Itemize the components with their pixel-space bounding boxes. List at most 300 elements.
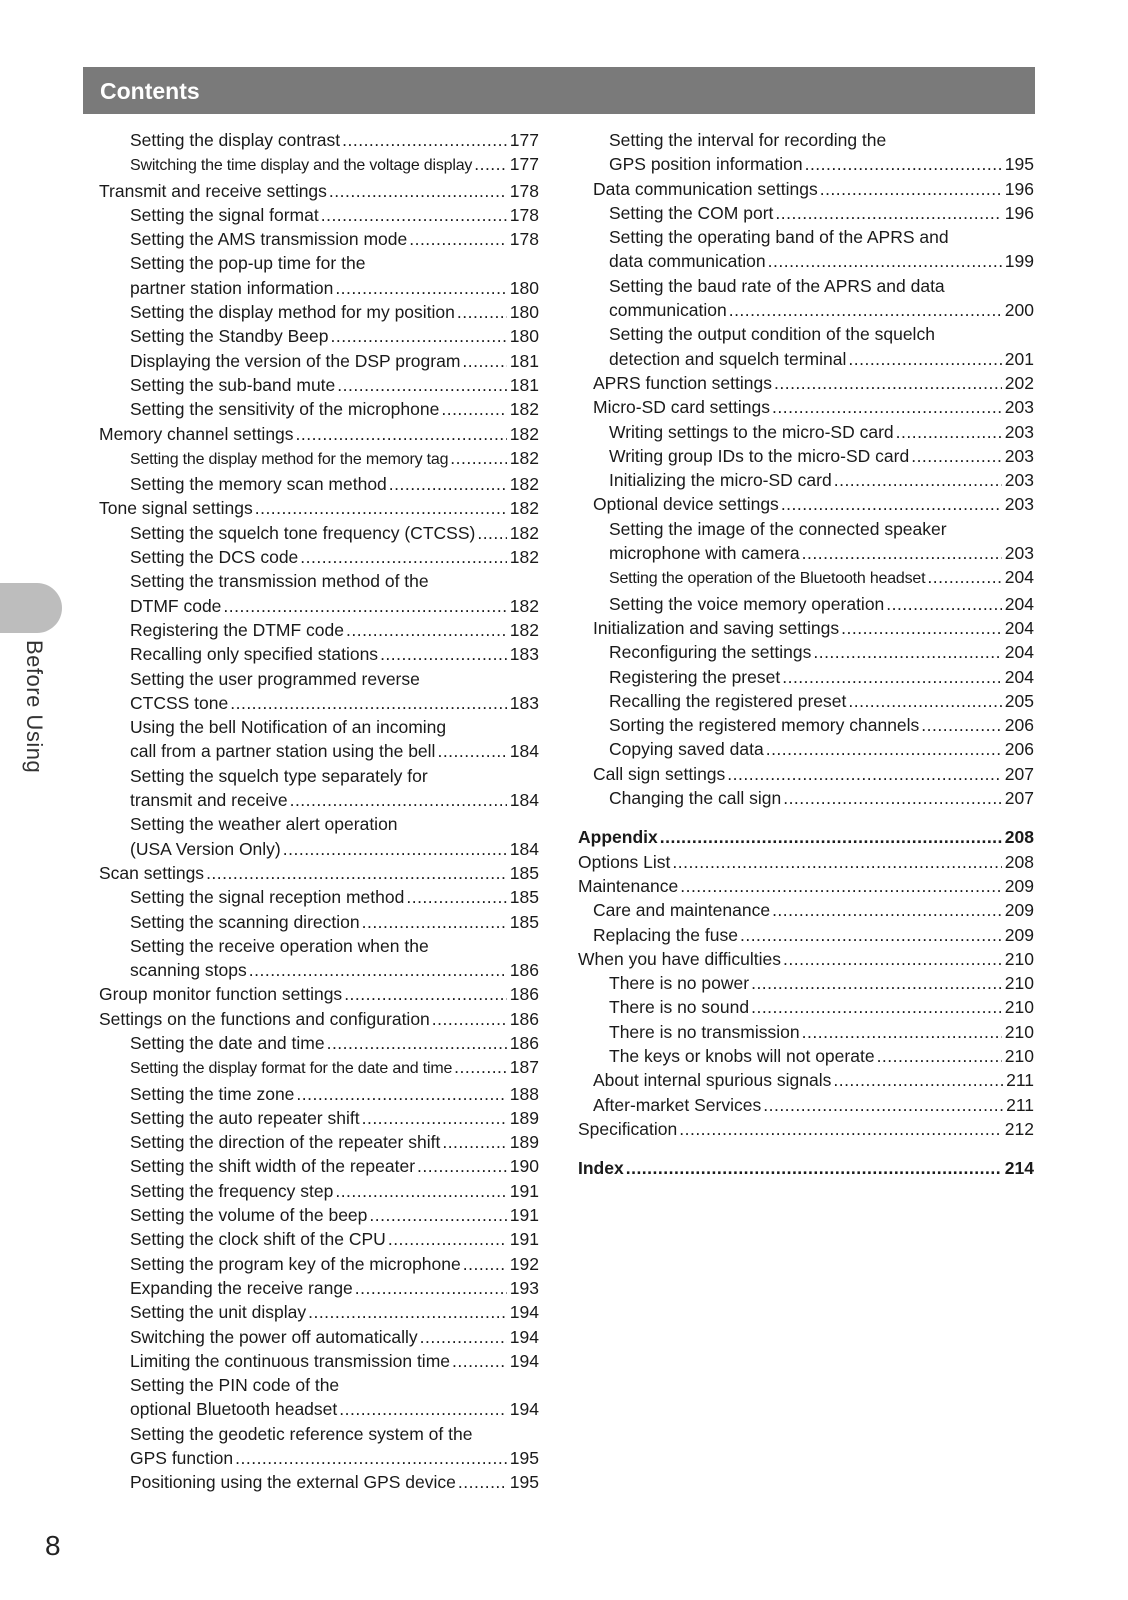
toc-entry[interactable]	[99, 1179, 539, 1203]
toc-entry-title: Copying saved data	[609, 739, 764, 760]
dot-leader	[763, 1093, 1003, 1117]
dot-leader	[441, 397, 506, 421]
toc-entry[interactable]	[99, 422, 539, 446]
toc-page-number: 189	[509, 1107, 539, 1128]
page-title: Contents	[100, 78, 200, 104]
toc-entry[interactable]	[578, 762, 1034, 786]
toc-entry-title: scanning stops	[130, 960, 247, 981]
dot-leader	[751, 995, 1002, 1019]
toc-page-number: 192	[509, 1253, 539, 1274]
dot-leader	[729, 298, 1002, 322]
toc-entry[interactable]	[99, 179, 539, 203]
toc-entry[interactable]	[578, 1093, 1034, 1117]
toc-entry[interactable]	[99, 324, 539, 348]
toc-entry[interactable]	[99, 521, 539, 545]
toc-entry[interactable]	[578, 298, 1034, 322]
toc-entry-title: Switching the power off automatically	[130, 1326, 418, 1347]
dot-leader	[230, 691, 507, 715]
toc-page-number: 204	[1004, 617, 1034, 638]
toc-entry[interactable]	[99, 861, 539, 885]
toc-page-number: 183	[509, 692, 539, 713]
toc-entry-title: Setting the baud rate of the APRS and data	[609, 275, 945, 296]
toc-entry-title: CTCSS tone	[130, 692, 229, 713]
toc-entry[interactable]	[99, 1325, 539, 1349]
toc-entry[interactable]	[99, 788, 539, 812]
toc-page-number: 205	[1004, 690, 1034, 711]
toc-page-number: 182	[509, 399, 539, 420]
toc-entry[interactable]	[578, 274, 1034, 298]
toc-page-number: 194	[509, 1326, 539, 1347]
dot-leader	[775, 201, 1001, 225]
section-gap	[578, 810, 1034, 825]
toc-page-number: 186	[509, 984, 539, 1005]
dot-leader	[362, 910, 507, 934]
toc-left-column	[99, 128, 539, 1495]
dot-leader	[783, 786, 1002, 810]
dot-leader	[355, 1276, 507, 1300]
toc-entry[interactable]	[578, 850, 1034, 874]
dot-leader	[206, 861, 507, 885]
dot-leader	[330, 324, 506, 348]
toc-entry-title: Setting the interval for recording the	[609, 130, 887, 150]
toc-entry[interactable]	[99, 1300, 539, 1324]
dot-leader	[342, 128, 507, 152]
toc-page-number: 178	[509, 204, 539, 225]
toc-entry[interactable]	[578, 152, 1034, 176]
toc-entry[interactable]	[99, 934, 539, 958]
dot-leader	[768, 249, 1002, 273]
toc-entry[interactable]	[99, 373, 539, 397]
toc-page-number: 209	[1004, 924, 1034, 945]
toc-entry[interactable]	[578, 420, 1034, 444]
toc-entry-title: DTMF code	[130, 595, 222, 616]
toc-page-number: 178	[509, 180, 539, 201]
dot-leader	[921, 713, 1002, 737]
dot-leader	[463, 1252, 507, 1276]
toc-page-number: 208	[1004, 827, 1034, 848]
toc-entry-title: transmit and receive	[130, 790, 288, 811]
dot-leader	[751, 971, 1002, 995]
toc-entry[interactable]	[578, 995, 1034, 1019]
toc-entry-title: APRS function settings	[593, 372, 772, 393]
toc-entry[interactable]	[578, 592, 1034, 616]
toc-page-number: 182	[509, 595, 539, 616]
toc-entry-title: optional Bluetooth headset	[130, 1399, 338, 1420]
dot-leader	[450, 446, 507, 470]
toc-entry[interactable]	[99, 1397, 539, 1421]
dot-leader	[362, 1106, 507, 1130]
toc-entry[interactable]	[99, 472, 539, 496]
dot-leader	[327, 1031, 507, 1055]
toc-entry-title: Setting the display method for my position	[130, 302, 455, 323]
toc-entry-title: Setting the display method for the memory tag	[130, 450, 449, 468]
toc-page-number: 211	[1006, 1094, 1034, 1115]
toc-entry-title: Setting the time zone	[130, 1083, 295, 1104]
dot-leader	[927, 565, 1001, 589]
toc-page-number: 190	[509, 1156, 539, 1177]
toc-entry[interactable]	[99, 1154, 539, 1178]
toc-page-number: 182	[509, 423, 539, 444]
toc-page-number: 180	[509, 326, 539, 347]
toc-entry-title: Transmit and receive settings	[99, 180, 327, 201]
dot-leader	[841, 616, 1002, 640]
toc-entry[interactable]	[99, 1349, 539, 1373]
dot-leader	[290, 788, 507, 812]
toc-entry[interactable]	[99, 545, 539, 569]
toc-entry-title: Scan settings	[99, 862, 205, 883]
toc-entry-title: Recalling the registered preset	[609, 690, 847, 711]
toc-entry-title: Setting the pop-up time for the	[130, 253, 366, 274]
toc-entry[interactable]	[578, 1044, 1034, 1068]
toc-page-number: 180	[509, 302, 539, 323]
dot-leader	[329, 179, 507, 203]
toc-entry[interactable]	[578, 1117, 1034, 1141]
toc-entry[interactable]	[99, 1203, 539, 1227]
toc-entry-title: Care and maintenance	[593, 900, 771, 921]
toc-entry-title: When you have difficulties	[578, 948, 781, 969]
toc-entry[interactable]	[578, 825, 1034, 849]
toc-entry[interactable]	[578, 201, 1034, 225]
toc-entry[interactable]	[99, 1276, 539, 1300]
toc-entry[interactable]	[99, 739, 539, 763]
toc-entry[interactable]	[578, 737, 1034, 761]
toc-entry[interactable]	[99, 397, 539, 421]
toc-entry-title: About internal spurious signals	[593, 1070, 832, 1091]
toc-entry-title: Setting the display format for the date and time	[130, 1060, 453, 1078]
toc-entry[interactable]	[99, 128, 539, 152]
section-gap	[578, 1141, 1034, 1156]
toc-page-number: 181	[509, 350, 539, 371]
toc-entry[interactable]	[99, 276, 539, 300]
dot-leader	[740, 923, 1002, 947]
toc-page-number: 206	[1004, 715, 1034, 736]
toc-entry-title: Optional device settings	[593, 494, 779, 515]
dot-leader	[833, 1068, 1003, 1092]
dot-leader	[223, 594, 506, 618]
toc-entry[interactable]	[99, 667, 539, 691]
toc-page-number: 203	[1004, 397, 1034, 418]
toc-entry[interactable]	[99, 300, 539, 324]
toc-entry[interactable]	[99, 1470, 539, 1494]
toc-entry[interactable]	[578, 395, 1034, 419]
toc-entry-title: Tone signal settings	[99, 498, 253, 519]
toc-entry[interactable]	[99, 982, 539, 1006]
toc-entry[interactable]	[578, 616, 1034, 640]
toc-entry[interactable]	[99, 203, 539, 227]
dot-leader	[406, 885, 506, 909]
dot-leader	[911, 444, 1002, 468]
toc-entry[interactable]	[578, 874, 1034, 898]
toc-entry[interactable]	[578, 689, 1034, 713]
toc-entry-title: Writing group IDs to the micro-SD card	[609, 445, 910, 466]
toc-page-number: 191	[509, 1180, 539, 1201]
toc-entry[interactable]	[99, 496, 539, 520]
toc-entry[interactable]	[99, 594, 539, 618]
dot-leader	[782, 665, 1002, 689]
toc-entry[interactable]	[99, 1227, 539, 1251]
toc-entry-title: call from a partner station using the bell	[130, 741, 436, 762]
toc-entry[interactable]	[99, 837, 539, 861]
toc-entry-title: Setting the squelch type separately for	[130, 765, 428, 786]
toc-entry-title: Setting the frequency step	[130, 1180, 334, 1201]
toc-page-number: 196	[1004, 178, 1034, 199]
toc-entry[interactable]	[99, 446, 539, 472]
toc-page-number: 182	[509, 522, 539, 543]
toc-page-number: 195	[1004, 154, 1034, 175]
toc-page-number: 203	[1004, 543, 1034, 564]
toc-entry-title: Using the bell Notification of an incoming	[130, 717, 447, 738]
toc-page-number: 187	[509, 1057, 539, 1078]
toc-page-number: 185	[509, 911, 539, 932]
toc-entry[interactable]	[578, 322, 1034, 346]
toc-page-number: 196	[1004, 202, 1034, 223]
toc-page-number: 177	[509, 130, 539, 150]
toc-page-number: 199	[1004, 251, 1034, 272]
toc-entry[interactable]	[99, 764, 539, 788]
toc-page-number: 186	[509, 1008, 539, 1029]
toc-entry-title: Setting the image of the connected speaker	[609, 518, 947, 539]
toc-entry[interactable]	[99, 715, 539, 739]
dot-leader	[477, 521, 506, 545]
toc-entry-title: Setting the date and time	[130, 1032, 325, 1053]
toc-page-number: 184	[509, 838, 539, 859]
toc-entry[interactable]	[99, 1106, 539, 1130]
toc-page-number: 177	[509, 154, 539, 175]
dot-leader	[458, 1470, 507, 1494]
toc-page-number: 208	[1004, 851, 1034, 872]
toc-page-number: 214	[1004, 1158, 1034, 1179]
toc-entry-title: Setting the Standby Beep	[130, 326, 329, 347]
toc-entry[interactable]	[578, 1068, 1034, 1092]
toc-entry[interactable]	[99, 1252, 539, 1276]
toc-entry[interactable]	[578, 492, 1034, 516]
toc-entry-title: Setting the transmission method of the	[130, 571, 429, 592]
toc-entry-title: Setting the COM port	[609, 202, 774, 223]
toc-entry[interactable]	[578, 517, 1034, 541]
toc-entry[interactable]	[99, 1007, 539, 1031]
toc-entry[interactable]	[578, 1156, 1034, 1180]
toc-page-number: 183	[509, 644, 539, 665]
toc-page-number: 207	[1004, 763, 1034, 784]
toc-entry-title: Registering the preset	[609, 666, 781, 687]
toc-page-number: 203	[1004, 445, 1034, 466]
dot-leader	[454, 1055, 507, 1079]
toc-entry-title: Group monitor function settings	[99, 984, 343, 1005]
dot-leader	[235, 1446, 507, 1470]
toc-entry-title: Setting the geodetic reference system of the	[130, 1423, 473, 1444]
toc-page-number: 210	[1004, 948, 1034, 969]
dot-leader	[420, 1325, 507, 1349]
dot-leader	[369, 1203, 506, 1227]
toc-entry-title: Recalling only specified stations	[130, 644, 379, 665]
toc-entry-title: Setting the PIN code of the	[130, 1375, 340, 1396]
dot-leader	[896, 420, 1002, 444]
toc-entry[interactable]	[99, 618, 539, 642]
toc-page-number: 178	[509, 229, 539, 250]
toc-entry[interactable]	[578, 249, 1034, 273]
toc-entry-title: Writing settings to the micro-SD card	[609, 421, 894, 442]
toc-page-number: 189	[509, 1132, 539, 1153]
toc-entry[interactable]	[99, 1055, 539, 1081]
toc-entry[interactable]	[578, 371, 1034, 395]
dot-leader	[321, 203, 507, 227]
toc-entry[interactable]	[99, 691, 539, 715]
toc-entry-title: Reconfiguring the settings	[609, 642, 812, 663]
dot-leader	[452, 1349, 507, 1373]
toc-entry[interactable]	[99, 1422, 539, 1446]
toc-entry-title: data communication	[609, 251, 766, 272]
toc-page-number: 206	[1004, 739, 1034, 760]
toc-entry-title: Setting the memory scan method	[130, 474, 387, 495]
toc-entry[interactable]	[99, 812, 539, 836]
dot-leader	[344, 982, 507, 1006]
toc-entry-title: Changing the call sign	[609, 788, 782, 809]
dot-leader	[774, 371, 1002, 395]
dot-leader	[772, 898, 1002, 922]
toc-entry[interactable]	[99, 642, 539, 666]
toc-entry-title: Setting the AMS transmission mode	[130, 229, 408, 250]
toc-entry-title: There is no sound	[609, 997, 750, 1018]
toc-entry[interactable]	[578, 971, 1034, 995]
toc-entry-title: Appendix	[578, 827, 658, 848]
dot-leader	[417, 1154, 507, 1178]
toc-page-number: 201	[1004, 348, 1034, 369]
toc-page-number: 182	[509, 619, 539, 640]
toc-entry[interactable]	[578, 541, 1034, 565]
toc-entry[interactable]	[99, 251, 539, 275]
dot-leader	[346, 618, 507, 642]
toc-entry[interactable]	[578, 468, 1034, 492]
toc-page-number: 195	[509, 1472, 539, 1493]
toc-entry-title: Expanding the receive range	[130, 1277, 353, 1298]
toc-page-number: 204	[1004, 642, 1034, 663]
toc-entry[interactable]	[99, 1082, 539, 1106]
toc-page-number: 210	[1004, 973, 1034, 994]
page-number: 8	[45, 1530, 61, 1561]
toc-entry-title: Setting the clock shift of the CPU	[130, 1229, 386, 1250]
toc-entry[interactable]	[99, 958, 539, 982]
toc-entry[interactable]	[99, 910, 539, 934]
toc-entry-title: Setting the volume of the beep	[130, 1205, 368, 1226]
dot-leader	[409, 227, 507, 251]
toc-entry-title: Setting the weather alert operation	[130, 814, 398, 835]
toc-entry-title: Setting the sub-band mute	[130, 374, 336, 395]
toc-entry[interactable]	[99, 1130, 539, 1154]
toc-page-number: 194	[509, 1399, 539, 1420]
toc-entry-title: detection and squelch terminal	[609, 348, 847, 369]
toc-entry[interactable]	[578, 347, 1034, 371]
toc-entry-title: Setting the unit display	[130, 1302, 307, 1323]
side-tab-label: Before Using	[22, 640, 47, 774]
toc-entry[interactable]	[99, 1373, 539, 1397]
toc-page-number: 204	[1004, 666, 1034, 687]
toc-entry[interactable]	[578, 177, 1034, 201]
toc-page-number: 191	[509, 1229, 539, 1250]
toc-entry[interactable]	[578, 128, 1034, 152]
toc-page-number: 203	[1004, 470, 1034, 491]
toc-page-number: 184	[509, 790, 539, 811]
toc-page-number: 209	[1004, 900, 1034, 921]
dot-leader	[474, 152, 507, 176]
dot-leader	[388, 1227, 507, 1251]
dot-leader	[462, 349, 506, 373]
toc-entry[interactable]	[99, 349, 539, 373]
toc-entry-title: Sorting the registered memory channels	[609, 715, 920, 736]
toc-entry-title: Data communication settings	[593, 178, 818, 199]
dot-leader	[626, 1156, 1002, 1180]
dot-leader	[772, 395, 1002, 419]
dot-leader	[813, 640, 1001, 664]
toc-entry[interactable]	[99, 885, 539, 909]
toc-entry[interactable]	[578, 444, 1034, 468]
dot-leader	[802, 1020, 1002, 1044]
toc-entry-title: Registering the DTMF code	[130, 619, 344, 640]
dot-leader	[781, 492, 1002, 516]
toc-entry[interactable]	[578, 923, 1034, 947]
toc-entry-title: Setting the program key of the microphone	[130, 1253, 461, 1274]
toc-page-number: 191	[509, 1205, 539, 1226]
toc-entry-title: Micro-SD card settings	[593, 397, 770, 418]
toc-entry[interactable]	[578, 898, 1034, 922]
dot-leader	[337, 373, 507, 397]
toc-entry[interactable]	[99, 152, 539, 178]
toc-entry-title: (USA Version Only)	[130, 838, 281, 859]
toc-entry-title: Index	[578, 1158, 624, 1179]
toc-entry-title: Setting the auto repeater shift	[130, 1107, 360, 1128]
toc-entry[interactable]	[578, 713, 1034, 737]
toc-entry-title: Setting the sensitivity of the microphone	[130, 399, 440, 420]
toc-entry-title: Positioning using the external GPS device	[130, 1472, 456, 1493]
contents-header-bar	[83, 67, 1035, 114]
toc-entry-title: Setting the voice memory operation	[609, 593, 885, 614]
toc-page-number: 203	[1004, 421, 1034, 442]
toc-right-column	[578, 128, 1034, 1180]
toc-page-number: 203	[1004, 494, 1034, 515]
toc-entry[interactable]	[99, 1446, 539, 1470]
dot-leader	[766, 737, 1002, 761]
toc-entry[interactable]	[578, 786, 1034, 810]
dot-leader	[802, 541, 1002, 565]
toc-entry[interactable]	[578, 1020, 1034, 1044]
toc-entry[interactable]	[99, 1031, 539, 1055]
toc-entry[interactable]	[578, 225, 1034, 249]
toc-page-number: 204	[1004, 567, 1034, 588]
toc-page-number: 209	[1004, 875, 1034, 896]
toc-entry[interactable]	[578, 947, 1034, 971]
toc-entry[interactable]	[578, 565, 1034, 591]
toc-entry[interactable]	[578, 665, 1034, 689]
toc-entry-title: Setting the display contrast	[130, 130, 341, 150]
toc-entry-title: Setting the squelch tone frequency (CTCSS)	[130, 522, 476, 543]
toc-entry-title: Setting the output condition of the squelch	[609, 324, 935, 345]
toc-entry-title: Specification	[578, 1118, 678, 1139]
dot-leader	[442, 1130, 506, 1154]
toc-page-number: 185	[509, 887, 539, 908]
toc-entry[interactable]	[99, 227, 539, 251]
toc-entry[interactable]	[578, 640, 1034, 664]
toc-page-number: 210	[1004, 1045, 1034, 1066]
toc-entry[interactable]	[99, 569, 539, 593]
toc-entry-title: partner station information	[130, 277, 334, 298]
dot-leader	[457, 300, 507, 324]
toc-page-number: 194	[509, 1350, 539, 1371]
toc-page-number: 182	[509, 547, 539, 568]
toc-page-number: 193	[509, 1277, 539, 1298]
dot-leader	[680, 874, 1002, 898]
toc-page-number: 180	[509, 277, 539, 298]
toc-entry-title: Setting the shift width of the repeater	[130, 1156, 416, 1177]
toc-entry-title: Setting the receive operation when the	[130, 935, 429, 956]
